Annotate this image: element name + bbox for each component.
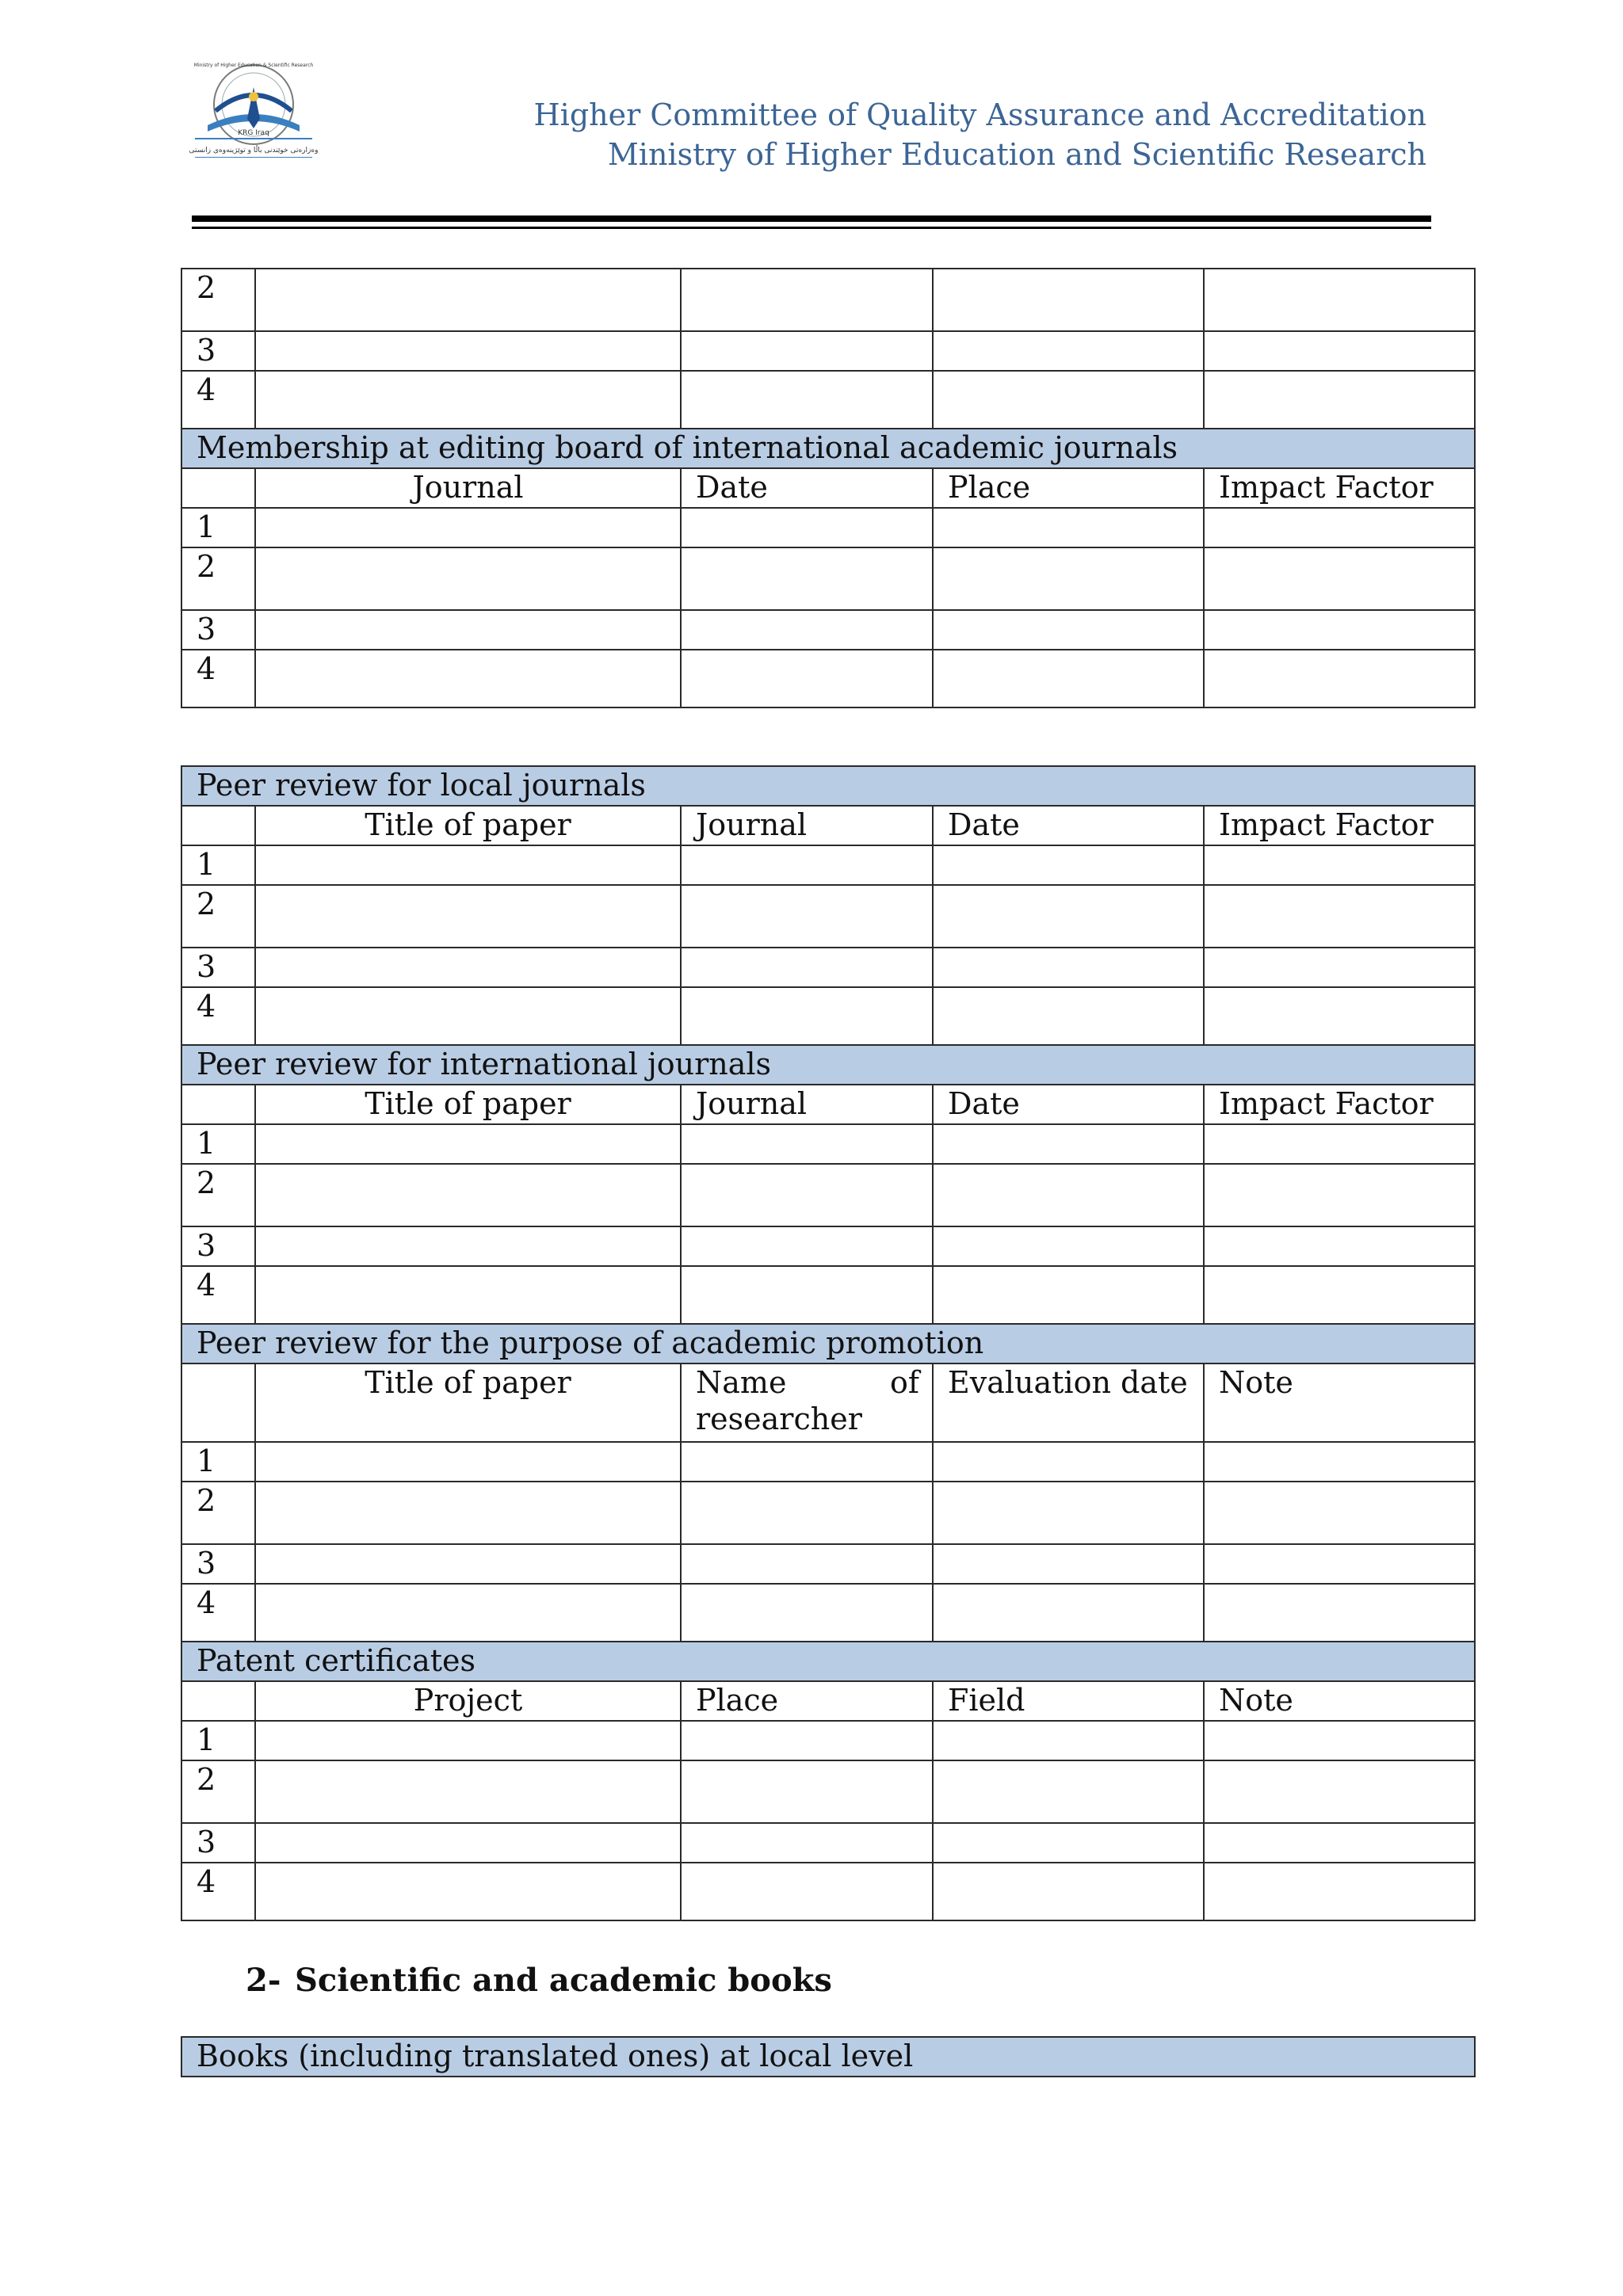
row-number: 3 — [181, 948, 255, 987]
table-row — [181, 987, 1475, 1045]
header-word: of — [890, 1365, 919, 1400]
column-header-name-of-researcher — [681, 1363, 933, 1442]
table-cell[interactable] — [255, 1544, 681, 1584]
table-row — [181, 1823, 1475, 1863]
table-cell[interactable] — [255, 1721, 681, 1760]
table-cell[interactable] — [681, 1544, 933, 1584]
row-number: 2 — [181, 1164, 255, 1226]
table-cell[interactable] — [681, 1124, 933, 1164]
row-number: 1 — [181, 1442, 255, 1482]
table-cell[interactable] — [933, 1863, 1204, 1920]
table-cell[interactable] — [255, 1760, 681, 1823]
header-line-committee: Higher Committee of Quality Assurance and Accreditation — [533, 97, 1426, 132]
table-cell[interactable] — [933, 610, 1204, 650]
table-row — [181, 1544, 1475, 1584]
table-cell[interactable] — [255, 1584, 681, 1642]
column-header: Note — [1204, 1363, 1475, 1442]
table-cell[interactable] — [933, 269, 1204, 331]
table-row — [181, 371, 1475, 429]
column-header: Project — [255, 1681, 681, 1721]
table-cell[interactable] — [255, 508, 681, 547]
table-cell[interactable] — [1204, 1266, 1475, 1324]
table-cell[interactable] — [255, 1266, 681, 1324]
table-row — [181, 547, 1475, 610]
column-header: Journal — [681, 806, 933, 845]
table-cell[interactable] — [1204, 1124, 1475, 1164]
table-cell[interactable] — [681, 1442, 933, 1482]
table-row — [181, 1226, 1475, 1266]
table-membership — [181, 268, 1476, 708]
table-cell[interactable] — [681, 371, 933, 429]
table-cell[interactable] — [1204, 1226, 1475, 1266]
table-cell[interactable] — [681, 1164, 933, 1226]
section-title: Scientific and academic books — [295, 1962, 832, 1999]
table-cell[interactable] — [1204, 1721, 1475, 1760]
ministry-logo — [184, 55, 323, 174]
column-header: Impact Factor — [1204, 1085, 1475, 1124]
column-header: Date — [933, 806, 1204, 845]
table-cell[interactable] — [1204, 1823, 1475, 1863]
table-cell[interactable] — [933, 1823, 1204, 1863]
table-row — [181, 885, 1475, 948]
row-number: 1 — [181, 1124, 255, 1164]
table-row — [181, 650, 1475, 707]
header-rule-thin — [192, 227, 1431, 229]
table-cell[interactable] — [933, 1721, 1204, 1760]
table-row — [181, 1482, 1475, 1544]
table-cell[interactable] — [681, 1823, 933, 1863]
table-row — [181, 508, 1475, 547]
table-cell[interactable] — [933, 1482, 1204, 1544]
table-cell[interactable] — [1204, 987, 1475, 1045]
table-cell[interactable] — [933, 1164, 1204, 1226]
table-cell[interactable] — [681, 269, 933, 331]
row-number: 4 — [181, 1584, 255, 1642]
column-header: Field — [933, 1681, 1204, 1721]
table-cell[interactable] — [681, 1863, 933, 1920]
table-cell[interactable] — [681, 1226, 933, 1266]
table-cell[interactable] — [255, 885, 681, 948]
column-header: Date — [681, 468, 933, 508]
table-cell[interactable] — [255, 1124, 681, 1164]
table-row — [181, 610, 1475, 650]
table-cell[interactable] — [1204, 269, 1475, 331]
table-cell[interactable] — [933, 885, 1204, 948]
column-header-row — [181, 1681, 1475, 1721]
column-header: Place — [933, 468, 1204, 508]
table-cell — [181, 806, 255, 845]
table-cell — [181, 468, 255, 508]
table-peer-review — [181, 765, 1476, 1921]
table-cell[interactable] — [1204, 508, 1475, 547]
section-title: Membership at editing board of international academic journals — [181, 429, 1475, 468]
table-cell[interactable] — [1204, 547, 1475, 610]
table-cell[interactable] — [255, 987, 681, 1045]
column-header: Title of paper — [255, 806, 681, 845]
row-number: 2 — [181, 885, 255, 948]
column-header: Impact Factor — [1204, 806, 1475, 845]
column-header: Note — [1204, 1681, 1475, 1721]
column-header: Evaluation date — [933, 1363, 1204, 1442]
table-row — [181, 269, 1475, 331]
svg-text:Ministry of Higher Education &: Ministry of Higher Education & Scientific Research — [193, 63, 314, 68]
column-header: Title of paper — [255, 1085, 681, 1124]
table-cell[interactable] — [933, 1584, 1204, 1642]
section-header-row — [181, 429, 1475, 468]
table-cell[interactable] — [255, 1164, 681, 1226]
table-cell — [181, 1363, 255, 1442]
table-cell[interactable] — [681, 1760, 933, 1823]
table-cell[interactable] — [933, 987, 1204, 1045]
table-cell[interactable] — [255, 1442, 681, 1482]
table-row — [181, 1863, 1475, 1920]
column-header-row — [181, 1363, 1475, 1442]
table-cell[interactable] — [681, 547, 933, 610]
table-row — [181, 1266, 1475, 1324]
column-header-row — [181, 1085, 1475, 1124]
table-cell[interactable] — [255, 371, 681, 429]
table-cell[interactable] — [681, 1721, 933, 1760]
header-word: researcher — [696, 1402, 862, 1436]
table-cell[interactable] — [681, 331, 933, 371]
column-header: Journal — [681, 1085, 933, 1124]
table-cell[interactable] — [933, 1760, 1204, 1823]
section-title: Books (including translated ones) at local level — [181, 2037, 1475, 2077]
table-cell[interactable] — [1204, 948, 1475, 987]
table-row — [181, 1760, 1475, 1823]
row-number: 2 — [181, 547, 255, 610]
section-title: Peer review for the purpose of academic promotion — [181, 1324, 1475, 1363]
table-cell[interactable] — [255, 1482, 681, 1544]
table-row — [181, 1124, 1475, 1164]
section-heading-books — [246, 1960, 832, 2001]
row-number: 4 — [181, 371, 255, 429]
table-cell[interactable] — [681, 650, 933, 707]
table-cell[interactable] — [933, 1266, 1204, 1324]
table-cell[interactable] — [933, 948, 1204, 987]
table-cell[interactable] — [1204, 1544, 1475, 1584]
table-cell[interactable] — [1204, 331, 1475, 371]
section-number: 2- — [246, 1962, 281, 1999]
table-cell[interactable] — [933, 1442, 1204, 1482]
table-cell[interactable] — [1204, 371, 1475, 429]
table-cell[interactable] — [255, 610, 681, 650]
table-cell[interactable] — [933, 508, 1204, 547]
table-row — [181, 1442, 1475, 1482]
table-cell[interactable] — [1204, 1584, 1475, 1642]
row-number: 3 — [181, 331, 255, 371]
section-title: Peer review for local journals — [181, 766, 1475, 806]
table-cell[interactable] — [1204, 885, 1475, 948]
row-number: 4 — [181, 1266, 255, 1324]
table-row — [181, 948, 1475, 987]
table-cell[interactable] — [681, 508, 933, 547]
section-title: Peer review for international journals — [181, 1045, 1475, 1085]
table-row — [181, 1164, 1475, 1226]
table-cell[interactable] — [933, 845, 1204, 885]
table-cell[interactable] — [681, 845, 933, 885]
table-cell[interactable] — [681, 1584, 933, 1642]
column-header: Title of paper — [255, 1363, 681, 1442]
table-cell — [181, 1681, 255, 1721]
table-cell[interactable] — [1204, 1442, 1475, 1482]
table-cell[interactable] — [681, 987, 933, 1045]
table-cell[interactable] — [1204, 1482, 1475, 1544]
table-cell[interactable] — [681, 610, 933, 650]
row-number: 3 — [181, 610, 255, 650]
row-number: 2 — [181, 1760, 255, 1823]
table-cell[interactable] — [255, 845, 681, 885]
table-row — [181, 1721, 1475, 1760]
row-number: 1 — [181, 845, 255, 885]
table-cell[interactable] — [1204, 610, 1475, 650]
table-cell[interactable] — [681, 885, 933, 948]
row-number: 3 — [181, 1544, 255, 1584]
table-cell[interactable] — [681, 1482, 933, 1544]
table-books — [181, 2036, 1476, 2077]
table-cell[interactable] — [255, 948, 681, 987]
section-header-row — [181, 1045, 1475, 1085]
table-cell[interactable] — [255, 1863, 681, 1920]
table-cell[interactable] — [1204, 845, 1475, 885]
header-word: Name — [696, 1365, 787, 1400]
page-header — [396, 95, 1426, 174]
table-cell — [181, 1085, 255, 1124]
table-cell[interactable] — [255, 1226, 681, 1266]
table-cell[interactable] — [681, 948, 933, 987]
table-cell[interactable] — [1204, 1164, 1475, 1226]
table-cell[interactable] — [933, 650, 1204, 707]
table-row — [181, 845, 1475, 885]
table-cell[interactable] — [933, 1544, 1204, 1584]
table-cell[interactable] — [933, 331, 1204, 371]
table-cell[interactable] — [933, 547, 1204, 610]
svg-text:وەزارەتی خوێندنی باڵا و توێژین: وەزارەتی خوێندنی باڵا و توێژینەوەی زانستی — [189, 147, 319, 154]
table-row — [181, 1584, 1475, 1642]
section-header-row — [181, 766, 1475, 806]
table-cell[interactable] — [1204, 1863, 1475, 1920]
table-cell[interactable] — [933, 371, 1204, 429]
column-header-row — [181, 468, 1475, 508]
table-cell[interactable] — [255, 331, 681, 371]
row-number: 4 — [181, 987, 255, 1045]
table-cell[interactable] — [933, 1124, 1204, 1164]
table-cell[interactable] — [255, 1823, 681, 1863]
section-header-row — [181, 2037, 1475, 2077]
table-cell[interactable] — [933, 1226, 1204, 1266]
table-cell[interactable] — [255, 547, 681, 610]
table-cell[interactable] — [255, 269, 681, 331]
row-number: 4 — [181, 650, 255, 707]
row-number: 2 — [181, 1482, 255, 1544]
column-header: Date — [933, 1085, 1204, 1124]
section-title: Patent certificates — [181, 1642, 1475, 1681]
row-number: 1 — [181, 508, 255, 547]
column-header-row — [181, 806, 1475, 845]
row-number: 3 — [181, 1823, 255, 1863]
row-number: 4 — [181, 1863, 255, 1920]
column-header: Journal — [255, 468, 681, 508]
table-cell[interactable] — [255, 650, 681, 707]
row-number: 1 — [181, 1721, 255, 1760]
table-cell[interactable] — [1204, 1760, 1475, 1823]
row-number: 3 — [181, 1226, 255, 1266]
section-header-row — [181, 1324, 1475, 1363]
column-header: Place — [681, 1681, 933, 1721]
table-row — [181, 331, 1475, 371]
table-cell[interactable] — [1204, 650, 1475, 707]
table-cell[interactable] — [681, 1266, 933, 1324]
header-rule-thick — [192, 215, 1431, 222]
column-header: Impact Factor — [1204, 468, 1475, 508]
svg-text:KRG Iraq: KRG Iraq — [238, 129, 269, 137]
header-line-ministry: Ministry of Higher Education and Scientific Research — [607, 137, 1426, 172]
section-header-row — [181, 1642, 1475, 1681]
row-number: 2 — [181, 269, 255, 331]
